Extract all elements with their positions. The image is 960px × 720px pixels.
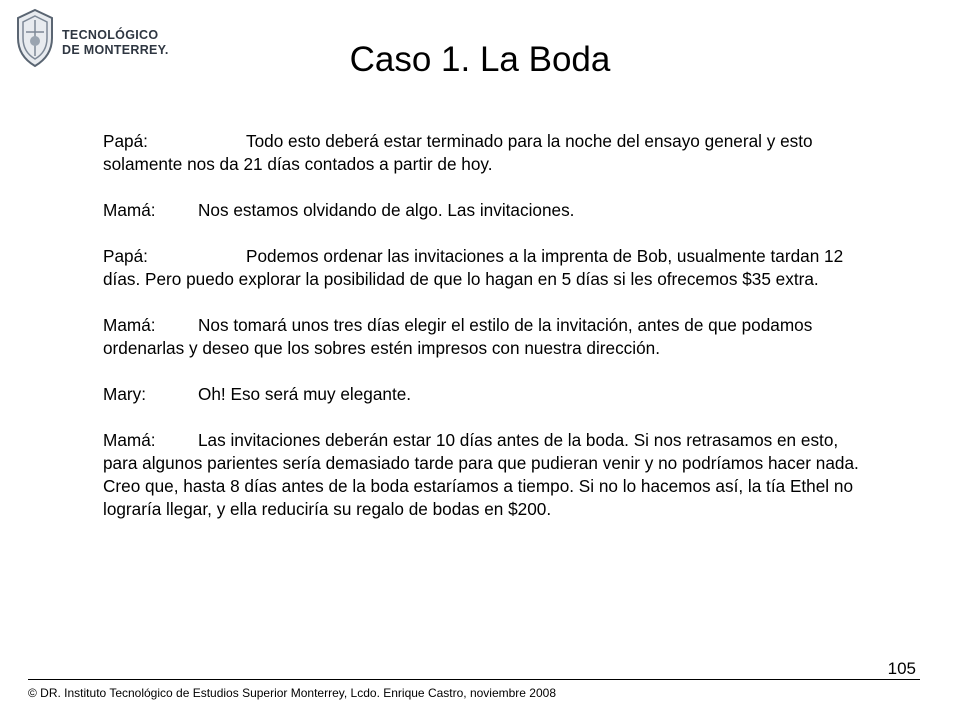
logo-line-1: TECNOLÓGICO — [62, 28, 159, 42]
dialogue-entry — [103, 383, 863, 406]
speaker-name: Mamá: — [103, 200, 156, 220]
footer-divider — [28, 679, 920, 680]
dialogue-text: Oh! Eso será muy elegante. — [198, 384, 412, 404]
dialogue-block — [103, 130, 863, 521]
speaker-name: Mary: — [103, 384, 146, 404]
dialogue-text: Podemos ordenar las invitaciones a la imprenta de Bob, usualmente tardan 12 días. Pero puedo explorar la posibilidad de que lo hagan en 5 días si les ofrecemos $35 extra. — [103, 246, 844, 289]
dialogue-entry — [103, 199, 863, 222]
dialogue-entry — [103, 429, 863, 521]
dialogue-text: Todo esto deberá estar terminado para la noche del ensayo general y esto solamente nos da 21 días contados a partir de hoy. — [103, 131, 813, 174]
page-number: 105 — [887, 659, 916, 678]
speaker-name: Mamá: — [103, 430, 156, 450]
dialogue-text: Las invitaciones deberán estar 10 días antes de la boda. Si nos retrasamos en esto, para algunos parientes sería demasiado tarde para que pudieran venir y no podríamos hacer nada. Creo que, hasta 8 días antes de la boda estaríamos a tiempo. Si no lo hacemos así, la tía Ethel no lograría llegar, y ella reduciría su regalo de bodas en $200. — [103, 430, 859, 519]
logo-line-2: DE MONTERREY. — [62, 43, 169, 57]
dialogue-entry — [103, 130, 863, 176]
dialogue-entry — [103, 314, 863, 360]
speaker-name: Mamá: — [103, 315, 156, 335]
slide-title: Caso 1. La Boda — [349, 40, 611, 79]
dialogue-text: Nos tomará unos tres días elegir el estilo de la invitación, antes de que podamos ordenarlas y deseo que los sobres estén impresos con nuestra dirección. — [103, 315, 813, 358]
footer-copyright: © DR. Instituto Tecnológico de Estudios Superior Monterrey, Lcdo. Enrique Castro, noviembre 2008 — [28, 686, 557, 700]
speaker-name: Papá: — [103, 131, 148, 151]
dialogue-text: Nos estamos olvidando de algo. Las invitaciones. — [198, 200, 575, 220]
dialogue-entry — [103, 245, 863, 291]
speaker-name: Papá: — [103, 246, 148, 266]
